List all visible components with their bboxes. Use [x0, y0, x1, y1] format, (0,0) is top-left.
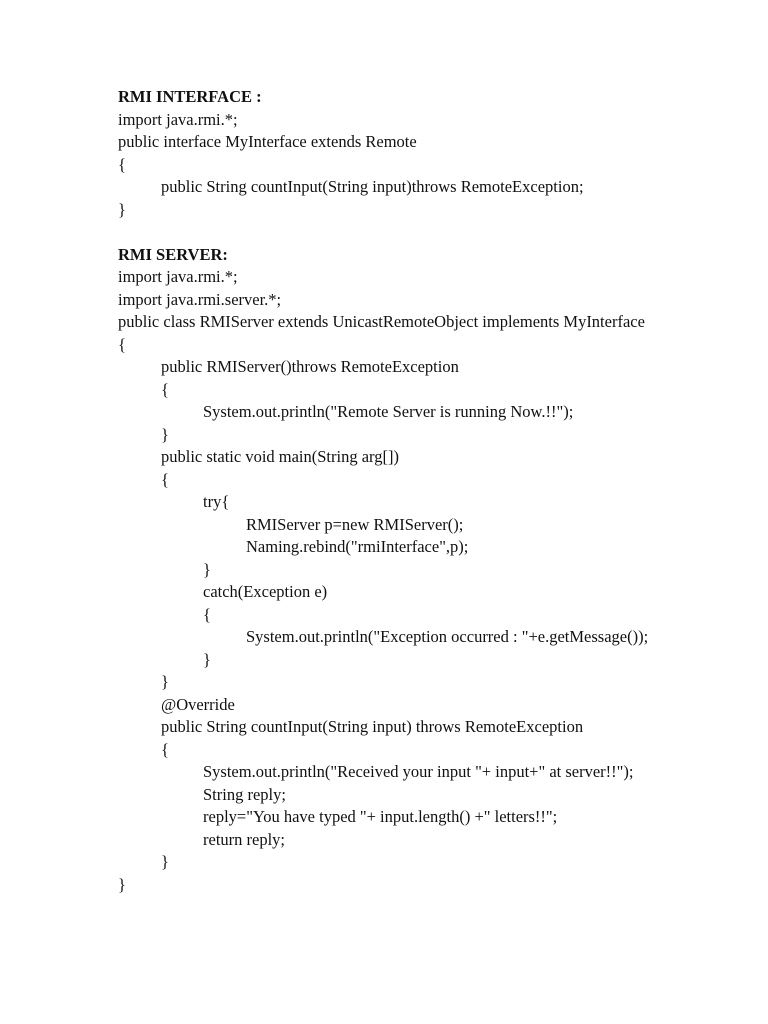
- code-line: @Override: [161, 694, 235, 714]
- code-line: System.out.println("Received your input "+ input+" at server!!");: [203, 762, 634, 781]
- code-line: try{: [203, 492, 230, 511]
- code-line: System.out.println("Remote Server is running Now.!!");: [203, 402, 574, 421]
- code-line: }: [118, 874, 126, 894]
- code-line: String reply;: [203, 784, 286, 804]
- code-line: public String countInput(String input)throws RemoteException;: [161, 177, 584, 196]
- code-line: }: [161, 672, 169, 691]
- code-line: }: [118, 199, 126, 219]
- interface-section: [118, 86, 738, 221]
- code-line: {: [203, 604, 211, 624]
- code-line: {: [161, 739, 169, 759]
- code-line: }: [203, 559, 211, 579]
- document-page: [118, 86, 738, 896]
- code-line: public String countInput(String input) throws RemoteException: [161, 717, 584, 736]
- code-line: }: [203, 649, 211, 669]
- code-line: public RMIServer()throws RemoteException: [161, 357, 459, 376]
- code-line: reply="You have typed "+ input.length() +" letters!!";: [203, 807, 558, 826]
- section-heading-server: RMI SERVER:: [118, 244, 228, 264]
- code-line: RMIServer p=new RMIServer();: [246, 514, 464, 534]
- code-line: Naming.rebind("rmiInterface",p);: [246, 537, 469, 556]
- code-line: {: [118, 154, 126, 174]
- code-line: return reply;: [203, 829, 286, 849]
- server-section: [118, 244, 738, 897]
- code-line: {: [161, 469, 169, 489]
- code-line: }: [161, 852, 169, 871]
- code-line: import java.rmi.server.*;: [118, 289, 282, 309]
- code-line: public class RMIServer extends UnicastRemoteObject implements MyInterface: [118, 312, 645, 331]
- code-line: public interface MyInterface extends Remote: [118, 132, 417, 151]
- section-heading-interface: RMI INTERFACE :: [118, 87, 262, 106]
- code-line: {: [118, 334, 126, 354]
- code-line: public static void main(String arg[]): [161, 447, 399, 466]
- code-line: }: [161, 424, 169, 444]
- code-line: import java.rmi.*;: [118, 267, 238, 286]
- code-line: import java.rmi.*;: [118, 109, 238, 129]
- code-line: catch(Exception e): [203, 582, 328, 601]
- code-line: {: [161, 379, 169, 399]
- code-line: System.out.println("Exception occurred : "+e.getMessage());: [246, 627, 649, 646]
